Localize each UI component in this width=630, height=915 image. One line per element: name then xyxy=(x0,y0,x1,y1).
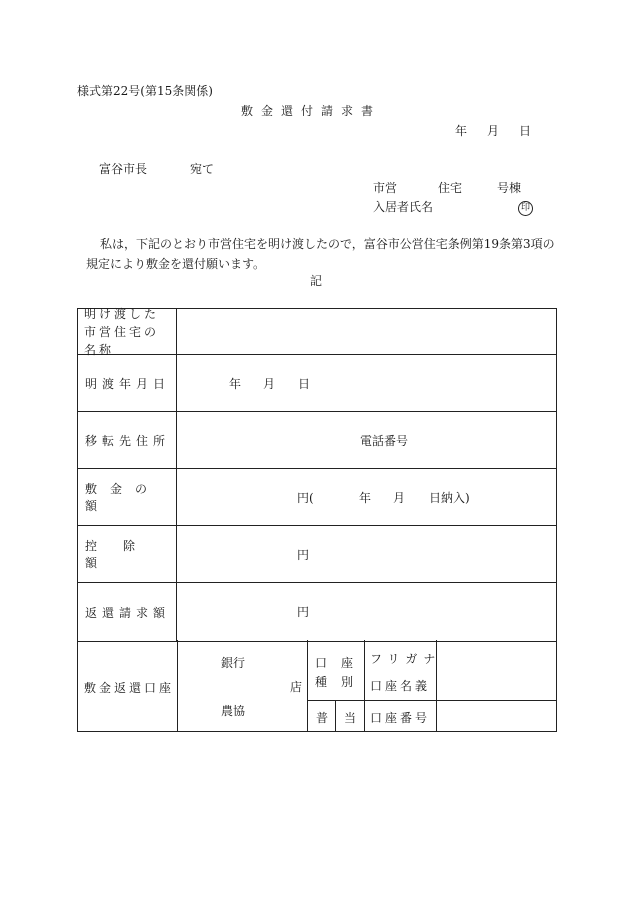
building-label: 号棟 xyxy=(497,181,522,195)
row-label-text: 敷金の額 xyxy=(85,482,161,513)
row-label-refund-amount xyxy=(78,583,177,641)
move-out-date-field[interactable] xyxy=(177,355,556,411)
addressee-mayor: 富谷市長 xyxy=(99,162,148,176)
table-row xyxy=(78,306,556,357)
table-row xyxy=(78,526,556,583)
bank-nokyo: 農協 xyxy=(221,704,246,718)
new-address-field[interactable] xyxy=(177,412,556,468)
city-housing-label: 市営 xyxy=(373,181,398,195)
furigana-label: フリガナ xyxy=(370,652,442,666)
deposit-amount-field[interactable] xyxy=(177,469,556,525)
divider xyxy=(335,700,336,731)
seal-mark xyxy=(518,199,533,216)
row-label-text: 返還請求額 xyxy=(85,605,171,620)
refund-yen: 円 xyxy=(297,605,310,619)
divider xyxy=(307,640,308,731)
addressee-to: 宛て xyxy=(190,162,215,176)
row-label-deposit-amount xyxy=(78,469,177,525)
table-row xyxy=(78,412,556,469)
bank-account-table xyxy=(77,640,557,732)
deposit-yen: 円( xyxy=(297,491,314,505)
row-label-text: 移転先住所 xyxy=(85,433,171,448)
row-label-move-out-date xyxy=(78,355,177,411)
bank-account-label: 敷金返還口座 xyxy=(84,681,175,695)
divider xyxy=(177,640,178,731)
move-out-day: 日 xyxy=(298,377,311,391)
request-paragraph-text: 私は，下記のとおり市営住宅を明け渡したので，富谷市公営住宅条例第19条第3項の規定により敷金を還付願います。 xyxy=(86,237,555,271)
resident-name-label: 入居者氏名 xyxy=(373,200,434,214)
row-label-text: 明渡年月日 xyxy=(85,376,171,391)
account-holder-field[interactable] xyxy=(437,640,557,700)
move-out-month: 月 xyxy=(263,377,276,391)
account-type-toza[interactable]: 当 xyxy=(344,711,357,725)
account-type-futsu[interactable]: 普 xyxy=(316,711,329,725)
table-row xyxy=(78,583,556,641)
account-label: 口座 xyxy=(315,656,368,670)
deduction-field[interactable] xyxy=(177,526,556,582)
deduction-yen: 円 xyxy=(297,548,310,562)
account-number-field[interactable] xyxy=(437,701,557,731)
row-label-text: 明け渡した市営住宅の名称 xyxy=(84,306,160,357)
move-out-year: 年 xyxy=(229,377,242,391)
date-month: 月 xyxy=(487,124,500,138)
deposit-year: 年 xyxy=(359,491,372,505)
date-day: 日 xyxy=(519,124,532,138)
row-label-text: 控除額 xyxy=(85,539,162,570)
refund-amount-field[interactable] xyxy=(177,583,556,641)
account-number-label: 口座番号 xyxy=(370,711,431,725)
account-type-label: 種別 xyxy=(315,675,368,689)
table-row xyxy=(78,469,556,526)
housing-label: 住宅 xyxy=(438,181,463,195)
form-number: 様式第22号(第15条関係) xyxy=(77,84,213,98)
deposit-paid: 日納入) xyxy=(429,491,470,505)
row-label-deduction xyxy=(78,526,177,582)
deposit-month: 月 xyxy=(393,491,406,505)
row-label-new-address xyxy=(78,412,177,468)
bank-ginko: 銀行 xyxy=(221,656,246,670)
document-title: 敷金還付請求書 xyxy=(241,104,382,118)
account-holder-label: 口座名義 xyxy=(370,679,431,693)
row-label-housing-name xyxy=(78,306,177,357)
seal-icon: 印 xyxy=(518,201,533,216)
ki-heading: 記 xyxy=(310,274,323,288)
details-table xyxy=(77,308,557,642)
phone-label: 電話番号 xyxy=(360,434,409,448)
bank-branch: 店 xyxy=(290,680,303,694)
date-year: 年 xyxy=(455,124,468,138)
table-row xyxy=(78,355,556,412)
request-paragraph xyxy=(86,234,566,274)
housing-name-field[interactable] xyxy=(177,309,556,354)
